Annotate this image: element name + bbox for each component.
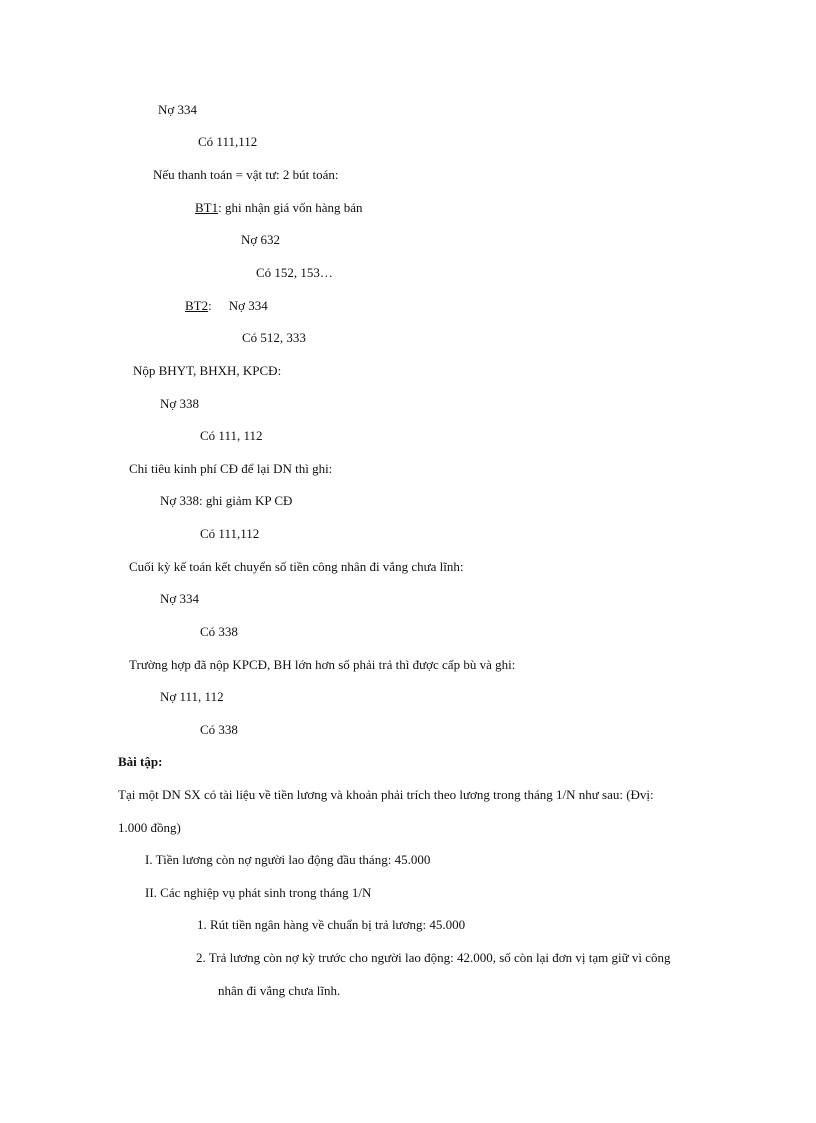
entry-credit-152-153: Có 152, 153…	[256, 265, 333, 280]
exercise-unit: 1.000 đồng)	[118, 820, 181, 835]
bt2-label: BT2	[185, 298, 209, 313]
section-ii: II. Các nghiệp vụ phát sinh trong tháng 1/N	[145, 885, 372, 900]
bt1-line	[195, 200, 363, 216]
entry-credit-111-112-c: Có 111,112	[200, 526, 260, 541]
bt2-line	[185, 298, 268, 314]
section-i: I. Tiền lương còn nợ người lao động đầu tháng: 45.000	[145, 852, 431, 867]
entry-credit-512-333: Có 512, 333	[242, 330, 306, 345]
entry-debit-338: Nợ 338	[160, 396, 200, 411]
bt1-label: BT1	[195, 200, 219, 215]
task-2-continued: nhân đi vắng chưa lĩnh.	[218, 983, 341, 998]
task-2: 2. Trả lương còn nợ kỳ trước cho người lao động: 42.000, số còn lại đơn vị tạm giữ vì công	[196, 950, 671, 965]
exercise-title: Bài tập:	[118, 754, 163, 769]
entry-credit-338: Có 338	[200, 624, 238, 639]
task-1: 1. Rút tiền ngân hàng về chuẩn bị trả lương: 45.000	[197, 917, 466, 932]
entry-credit-111-112-b: Có 111, 112	[200, 428, 263, 443]
entry-debit-632: Nợ 632	[241, 232, 281, 247]
entry-debit-111-112: Nợ 111, 112	[160, 689, 224, 704]
union-fund-heading: Chi tiêu kinh phí CĐ để lại DN thì ghi:	[129, 461, 333, 476]
bt2-colon: :	[208, 298, 212, 313]
entry-credit-111-112: Có 111,112	[198, 134, 258, 149]
bt1-text: : ghi nhận giá vốn hàng bán	[218, 200, 363, 215]
entry-debit-334: Nợ 334	[158, 102, 198, 117]
entry-credit-338-b: Có 338	[200, 722, 238, 737]
period-end-heading: Cuối kỳ kế toán kết chuyển số tiền công nhân đi vắng chưa lĩnh:	[129, 559, 464, 574]
exercise-intro: Tại một DN SX có tài liệu về tiền lương và khoản phải trích theo lương trong tháng 1/N như sau: (Đvị:	[118, 787, 654, 802]
entry-debit-338-reduce: Nợ 338: ghi giảm KP CĐ	[160, 493, 293, 508]
bt2-text: Nợ 334	[228, 298, 268, 313]
insurance-payment-heading: Nộp BHYT, BHXH, KPCĐ:	[133, 363, 282, 378]
payment-by-materials-heading: Nếu thanh toán = vật tư: 2 bút toán:	[153, 167, 339, 182]
overpaid-heading: Trường hợp đã nộp KPCĐ, BH lớn hơn số phải trả thì được cấp bù và ghi:	[129, 657, 516, 672]
entry-debit-334-b: Nợ 334	[160, 591, 200, 606]
